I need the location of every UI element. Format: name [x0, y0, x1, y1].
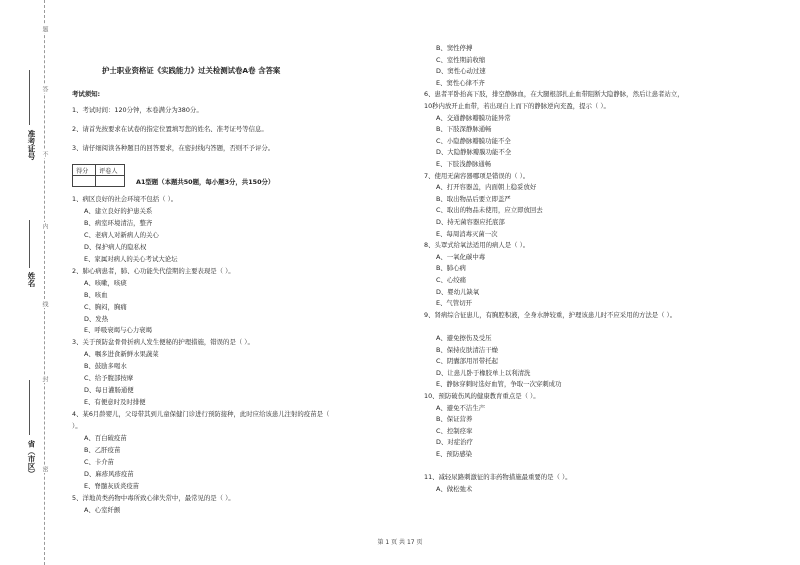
answer-option[interactable]: C、胸闷，胸痛 [84, 302, 127, 311]
question-line: 8、头罩式给氧法适用的病人是（ ）。 [424, 241, 530, 250]
answer-option[interactable]: E、每周消毒灭菌一次 [436, 229, 498, 238]
seal-mark: 内 [41, 223, 48, 229]
question-line: 2、肺心病患者，肺、心功能失代偿期的主要表现是（ ）。 [72, 266, 235, 275]
answer-option[interactable]: B、咳血 [84, 290, 108, 299]
answer-option[interactable]: C、取出的物品未使用，应立即放回去 [436, 206, 543, 215]
seal-mark: 密 [41, 466, 48, 472]
answer-option[interactable]: B、保证营养 [436, 415, 473, 424]
answer-option[interactable]: B、取出物品后要立即盖严 [436, 194, 511, 203]
answer-option[interactable]: C、卡介苗 [84, 457, 115, 466]
ticket-number-field[interactable] [29, 70, 30, 125]
grader-header: 评卷人 [96, 165, 125, 176]
question-line: 10秒内放开止血带，若出现自上而下的静脉逆向充盈，提示（ ）。 [424, 102, 610, 110]
question-line: 9、肾病综合征患儿，有胸腔积液，全身水肿较重，护理该患儿时不应采用的方法是（ ）。 [424, 310, 677, 319]
answer-option[interactable]: D、大隐静脉瓣膜功能不全 [436, 148, 512, 157]
answer-option[interactable]: D、麻疹风疹疫苗 [84, 469, 134, 478]
answer-option[interactable]: B、鼓励多喝水 [84, 362, 127, 371]
answer-option[interactable]: A、做松弛术 [436, 484, 473, 493]
answer-option[interactable]: E、静脉穿刺时选好血管，争取一次穿刺成功 [436, 380, 562, 389]
answer-option[interactable]: E、脊髓灰质炎疫苗 [84, 481, 140, 490]
answer-option[interactable]: A、百白破疫苗 [84, 434, 127, 442]
answer-option[interactable]: A、一氧化碳中毒 [436, 252, 486, 261]
name-label: 姓名 [27, 272, 36, 287]
document-title: 护士职业资格证《实践能力》过关检测试卷A卷 含答案 [102, 66, 281, 75]
answer-option[interactable]: D、持无菌容器应托底部 [436, 218, 505, 226]
grader-cell[interactable] [96, 176, 125, 187]
answer-option[interactable]: A、打开容器盖，内面朝上稳妥放好 [436, 183, 537, 192]
answer-option[interactable]: E、下肢浅静脉通畅 [436, 160, 492, 168]
score-table [72, 164, 125, 187]
notice-item: 2、请首先按要求在试卷的指定位置填写您的姓名、准考证号等信息。 [72, 125, 268, 133]
answer-option[interactable]: C、老病人对新病人的关心 [84, 230, 159, 239]
region-field[interactable] [29, 380, 30, 435]
seal-mark: 封 [41, 376, 48, 382]
answer-option[interactable]: E、有便意时及时排便 [84, 398, 146, 407]
answer-option[interactable]: D、发热 [84, 314, 109, 323]
region-label: 省（市区） [27, 440, 36, 478]
answer-option[interactable]: A、心室纤颤 [84, 505, 121, 514]
section-heading: A1型题（本题共50题，每小题3分，共150分） [136, 178, 275, 186]
answer-option[interactable]: D、每日灌肠通便 [84, 386, 134, 395]
answer-option[interactable]: A、交通静脉瓣膜功能异常 [436, 113, 511, 122]
seal-mark: 题 [41, 26, 48, 32]
answer-option[interactable]: C、心绞痛 [436, 276, 467, 284]
answer-option[interactable]: B、保持皮肤清洁干燥 [436, 345, 498, 354]
ticket-number-label: 准考证号 [27, 130, 36, 160]
seal-mark: 不 [41, 151, 48, 157]
answer-option[interactable]: E、预防感染 [436, 450, 472, 458]
answer-option[interactable]: B、乙肝疫苗 [84, 445, 121, 454]
question-line: 7、使用无菌容器哪项是错误的（ ）。 [424, 171, 530, 180]
question-line: 1、病区良好的社会环境不包括（ ）。 [72, 195, 178, 203]
answer-option[interactable]: C、小隐静脉瓣膜功能不全 [436, 136, 511, 145]
answer-option[interactable]: D、婴幼儿缺氧 [436, 287, 480, 296]
answer-option[interactable]: D、保护病人的隐私权 [84, 242, 147, 251]
answer-option[interactable]: C、室性期前收缩 [436, 55, 486, 64]
answer-option[interactable]: E、窦性心律不齐 [436, 78, 485, 87]
question-line: 3、关于预防盆骨骨折病人发生便秘的护理措施，错误的是（ ）。 [72, 338, 254, 347]
answer-option[interactable]: A、避免擦伤及受压 [436, 334, 492, 342]
name-field[interactable] [29, 220, 30, 268]
answer-option[interactable]: C、给予腹部按摩 [84, 374, 134, 383]
answer-option[interactable]: D、对症治疗 [436, 438, 473, 447]
answer-option[interactable]: B、窦性停搏 [436, 44, 473, 52]
notice-heading: 考试须知: [72, 90, 101, 98]
answer-option[interactable]: B、下肢深静脉通畅 [436, 125, 492, 134]
answer-option[interactable]: E、气管切开 [436, 299, 472, 308]
answer-option[interactable]: E、家属对病人的关心考试大论坛 [84, 254, 178, 263]
notice-item: 1、考试时间：120分钟，本卷满分为380分。 [72, 106, 203, 114]
seal-mark: 线 [41, 301, 48, 307]
answer-option[interactable]: A、建立良好的护患关系 [84, 206, 153, 215]
question-line: 10、预防破伤风的健康教育重点是（ ）。 [424, 392, 540, 400]
answer-option[interactable]: B、肺心病 [436, 264, 466, 273]
question-line: 4、某6月龄婴儿，父母带其到儿童保健门诊进行预防接种，此时应给该患儿注射的疫苗是（ [72, 410, 330, 419]
question-line: 11、减轻尿路刺激征的非药物措施最重要的是（ ）。 [424, 473, 572, 482]
answer-option[interactable]: A、嘱多进食新鲜水果蔬菜 [84, 350, 159, 359]
page-footer: 第 1 页 共 17 页 [377, 539, 423, 546]
answer-option[interactable]: E、呼吸衰竭与心力衰竭 [84, 326, 152, 335]
binding-margin [0, 0, 60, 565]
question-line: 5、洋地黄类药物中毒所致心律失常中，最常见的是（ ）。 [72, 493, 235, 502]
answer-option[interactable]: C、控制痉挛 [436, 426, 473, 435]
answer-option[interactable]: B、病室环境清洁，整齐 [84, 218, 153, 227]
answer-option[interactable]: D、让患儿卧于橡胶单上以利清洗 [436, 368, 531, 377]
seal-mark: 答 [41, 86, 48, 92]
answer-option[interactable]: A、避免不洁生产 [436, 403, 486, 412]
notice-item: 3、请仔细阅读各种题目的回答要求，在密封线内答题，否则不予评分。 [72, 144, 275, 152]
answer-option[interactable]: C、阴囊部用吊带托起 [436, 357, 498, 366]
score-cell[interactable] [73, 176, 96, 187]
question-line: ）。 [72, 422, 82, 431]
answer-option[interactable]: A、咳嗽，咳痰 [84, 278, 127, 287]
score-header: 得分 [73, 165, 96, 176]
answer-option[interactable]: D、窦性心动过速 [436, 67, 486, 76]
question-line: 6、患者平卧抬高下肢，排空静脉血，在大腿根部扎止血带阻断大隐静脉，然后让患者站立， [424, 90, 684, 99]
